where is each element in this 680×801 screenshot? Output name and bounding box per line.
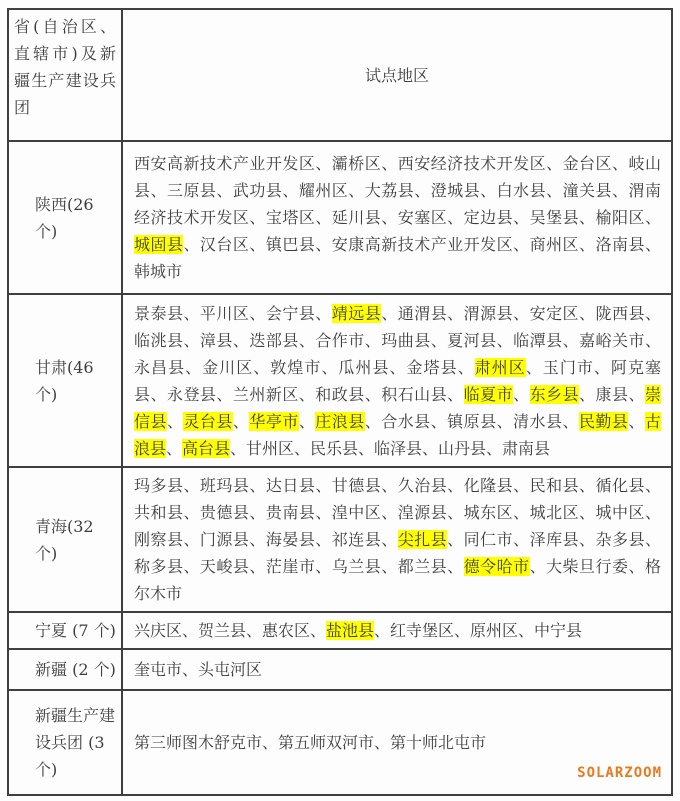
region-text: 、合水县、镇原县、清水县、 (364, 411, 579, 431)
region-text: 景泰县、平川区、会宁县、 (134, 303, 332, 323)
table-row (8, 649, 672, 690)
region-highlighted: 古浪县 (134, 411, 661, 458)
table-row (8, 612, 672, 649)
region-highlighted: 德令哈市 (463, 557, 530, 576)
regions-cell (122, 612, 672, 649)
region-text: 、红寺堡区、原州区、中宁县 (374, 621, 583, 640)
region-text: 、 (513, 384, 530, 404)
region-highlighted: 民勤县 (578, 411, 629, 431)
regions-cell (122, 649, 672, 690)
region-highlighted: 华亭市 (249, 411, 299, 431)
table-body (8, 141, 672, 795)
table-row (8, 467, 672, 612)
table-row (8, 690, 672, 795)
regions-cell (122, 294, 672, 467)
regions-cell (122, 141, 672, 294)
solarzoom-watermark: SOLARZOOM (577, 765, 662, 781)
region-text: 奎屯市、头屯河区 (134, 660, 263, 679)
province-cell: 青海(32 个) (8, 467, 122, 612)
region-highlighted: 盐池县 (326, 621, 375, 640)
region-highlighted: 靖远县 (331, 303, 382, 323)
region-text: 、同仁市、泽库县、杂多县、称多县、天峻县、茫崖市、乌兰县、都兰县、 (134, 530, 661, 576)
province-cell: 新疆 (2 个) (8, 649, 122, 690)
region-highlighted: 庄浪县 (315, 411, 365, 431)
province-cell: 甘肃(46 个) (8, 294, 122, 467)
region-highlighted: 城固县 (134, 235, 184, 254)
table-row (8, 294, 672, 467)
province-cell: 陕西(26 个) (8, 141, 122, 294)
region-highlighted: 东乡县 (529, 384, 580, 404)
region-text: 、康县、 (579, 384, 645, 404)
region-text: 、通渭县、渭源县、安定区、陇西县、临洮县、漳县、迭部县、合作市、玛曲县、夏河县、临潭县、嘉峪关市、永昌县、金川区、敦煌市、瓜州县、金塔县、 (134, 303, 661, 377)
region-text: 、 (298, 411, 316, 431)
region-text: 西安高新技术产业开发区、灞桥区、西安经济技术开发区、金台区、岐山县、三原县、武功县、耀州区、大荔县、澄城县、白水县、潼关县、渭南经济技术开发区、宝塔区、延川县、安塞区、定边县、吴堡县、榆阳区、 (134, 154, 661, 227)
pilot-regions-table (7, 8, 673, 796)
region-text: 、 (628, 411, 645, 431)
region-text: 玛多县、班玛县、达日县、甘德县、久治县、化隆县、民和县、循化县、共和县、贵德县、贵南县、湟中区、湟源县、城东区、城北区、城中区、刚察县、门源县、海晏县、祁连县、 (134, 476, 661, 549)
region-text: 第三师图木舒克市、第五师双河市、第十师北屯市 (134, 733, 487, 752)
region-text: 、 (166, 411, 184, 431)
region-text: 、甘州区、民乐县、临泽县、山丹县、肃南县 (230, 438, 551, 458)
region-highlighted: 高台县 (182, 438, 231, 458)
region-text: 、 (166, 438, 183, 458)
region-text: 、汉台区、镇巴县、安康高新技术产业开发区、商州区、洛南县、韩城市 (134, 235, 661, 281)
region-text: 、大柴旦行委、格尔木市 (134, 557, 661, 603)
region-highlighted: 临夏市 (463, 384, 514, 404)
region-highlighted: 崇信县 (134, 384, 661, 431)
region-highlighted: 灵台县 (183, 411, 233, 431)
region-text: 、 (232, 411, 250, 431)
header-province-column: 省(自治区、直辖市)及新疆生产建设兵团 (8, 9, 122, 141)
header-regions-column: 试点地区 (122, 9, 672, 141)
region-highlighted: 肃州区 (474, 357, 526, 377)
province-cell: 新疆生产建设兵团 (3 个) (8, 690, 122, 795)
regions-cell (122, 467, 672, 612)
region-text: 兴庆区、贺兰县、惠农区、 (134, 621, 327, 640)
table-row (8, 141, 672, 294)
province-cell: 宁夏 (7 个) (8, 612, 122, 649)
region-highlighted: 尖扎县 (397, 530, 448, 549)
header-row (8, 9, 672, 141)
region-text: 、玉门市、阿克塞县、永登县、兰州新区、和政县、积石山县、 (134, 357, 661, 404)
